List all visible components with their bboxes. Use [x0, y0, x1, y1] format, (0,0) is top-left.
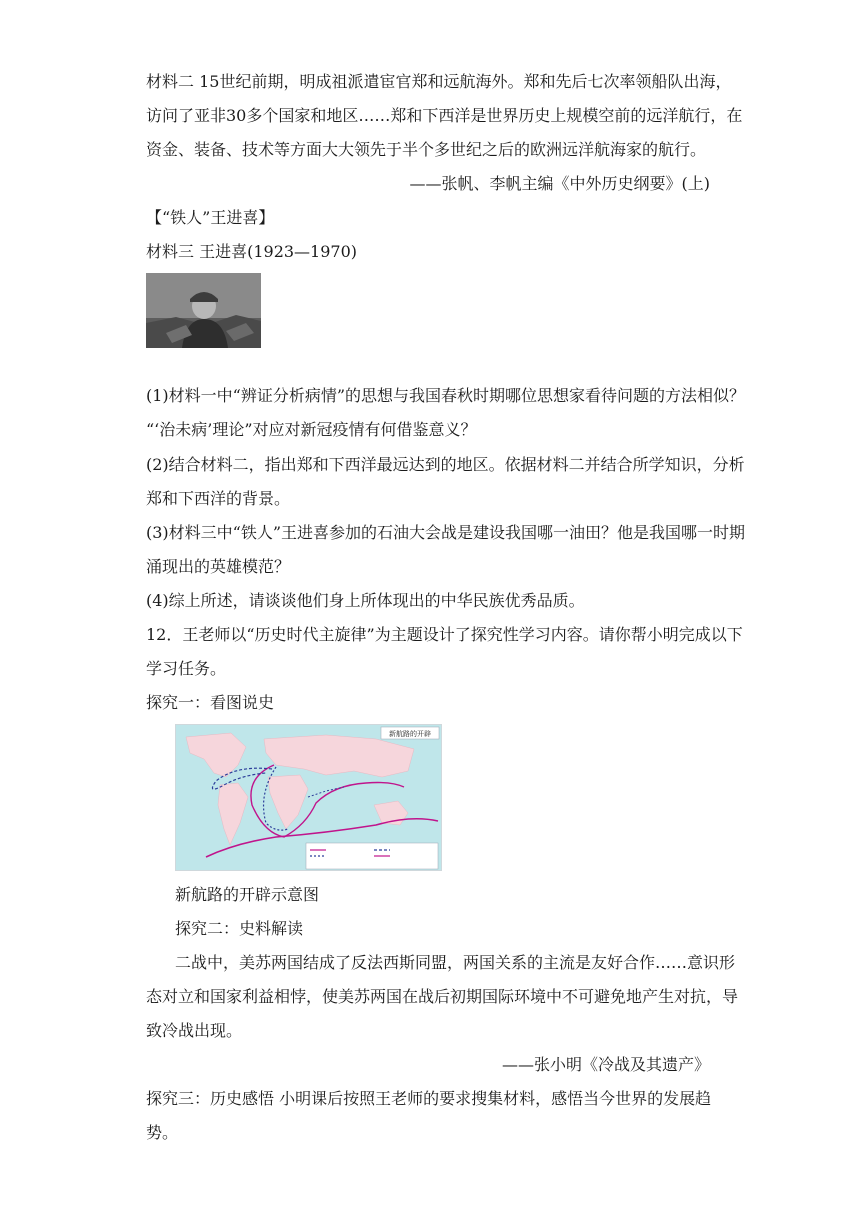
question-12-line1: 12．王老师以“历史时代主旋律”为主题设计了探究性学习内容。请你帮小明完成以下: [146, 625, 743, 644]
explore-3-line2: 势。: [146, 1123, 179, 1142]
material2-line2: 访问了亚非30多个国家和地区……郑和下西洋是世界历史上规模空前的远洋航行，在: [146, 106, 743, 125]
question-1-line2: “‘治未病’理论”对应对新冠疫情有何借鉴意义？: [146, 420, 477, 439]
question-2-line1: (2)结合材料二，指出郑和下西洋最远达到的地区。依据材料二并结合所学知识，分析: [146, 455, 745, 474]
question-3-line1: (3)材料三中“铁人”王进喜参加的石油大会战是建设我国哪一油田？他是我国哪一时期: [146, 523, 746, 542]
explore-2-label: 探究二：史料解读: [175, 919, 304, 938]
material2-line1: 材料二 15世纪前期，明成祖派遣宦官郑和远航海外。郑和先后七次率领船队出海，: [146, 72, 732, 91]
material2-line3: 资金、装备、技术等方面大大领先于半个多世纪之后的欧洲远洋航海家的航行。: [146, 140, 707, 159]
map-title: 新航路的开辟: [389, 730, 431, 738]
material2-source: ——张帆、李帆主编《中外历史纲要》(上): [409, 174, 710, 193]
question-4: (4)综上所述，请谈谈他们身上所体现出的中华民族优秀品质。: [146, 591, 585, 610]
wang-jinxi-photo: [146, 273, 261, 348]
material3-label: 材料三 王进喜(1923—1970): [146, 242, 358, 261]
map-caption: 新航路的开辟示意图: [175, 885, 320, 904]
question-1-line1: (1)材料一中“辨证分析病情”的思想与我国春秋时期哪位思想家看待问题的方法相似？: [146, 386, 746, 405]
question-12-line2: 学习任务。: [146, 659, 227, 678]
passage-line2: 态对立和国家利益相悖，使美苏两国在战后初期国际环境中不可避免地产生对抗，导: [146, 987, 739, 1006]
question-3-line2: 涌现出的英雄模范？: [146, 557, 291, 576]
section-heading: 【“铁人”王进喜】: [146, 208, 275, 227]
question-2-line2: 郑和下西洋的背景。: [146, 489, 291, 508]
passage-line3: 致冷战出现。: [146, 1021, 243, 1040]
passage-line1: 二战中，美苏两国结成了反法西斯同盟，两国关系的主流是友好合作……意识形: [175, 953, 736, 972]
new-sea-routes-map: [175, 724, 442, 871]
explore-1-label: 探究一：看图说史: [146, 693, 275, 712]
explore-3-line1: 探究三：历史感悟 小明课后按照王老师的要求搜集材料，感悟当今世界的发展趋: [146, 1089, 712, 1108]
passage-source: ——张小明《冷战及其遗产》: [501, 1055, 710, 1074]
